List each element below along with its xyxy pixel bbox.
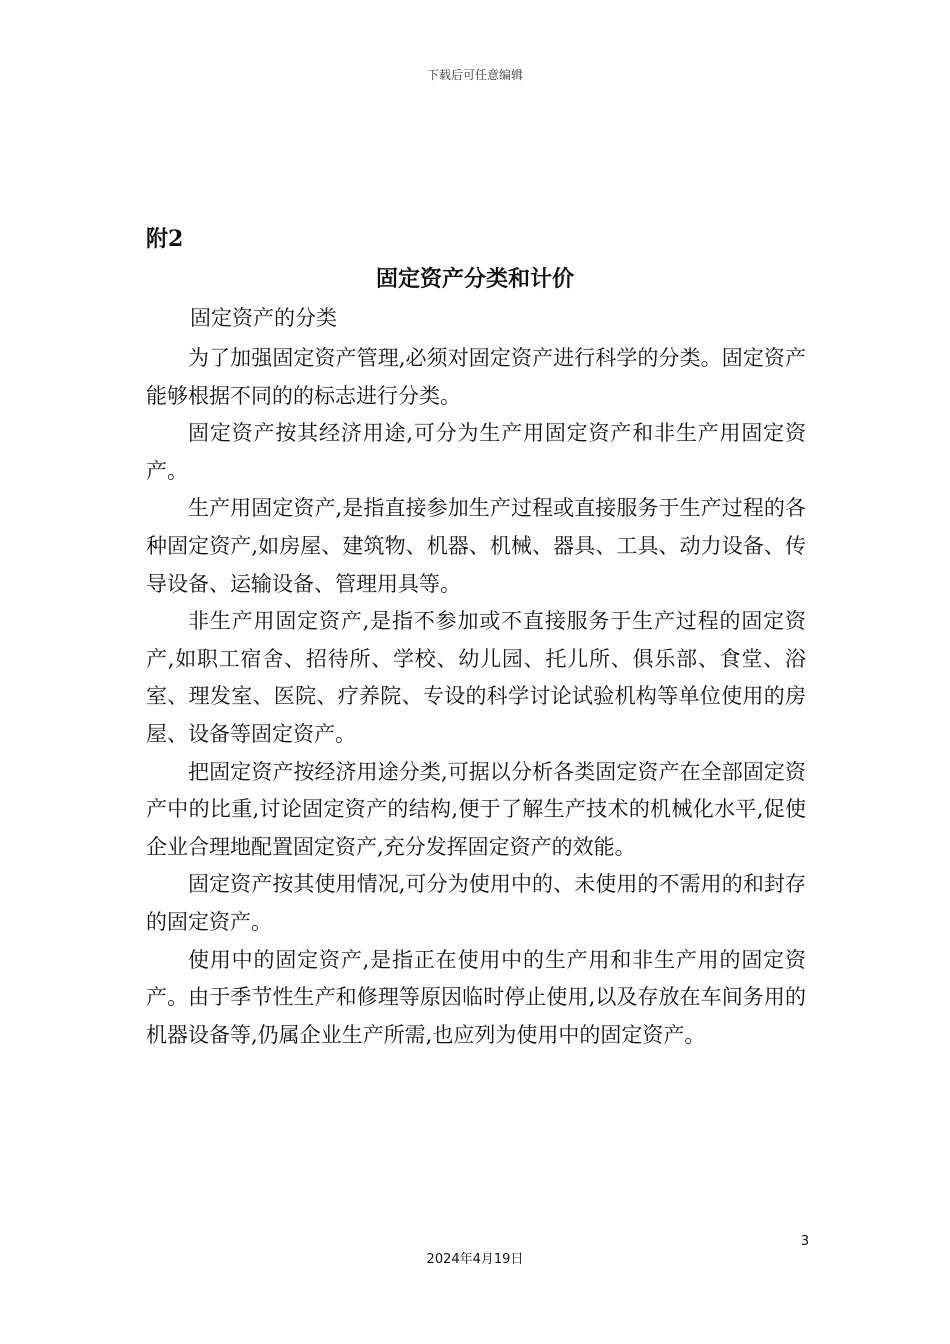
document-title: 固定资产分类和计价: [375, 266, 574, 292]
document-body: [146, 340, 806, 1054]
paragraph: 把固定资产按经济用途分类,可据以分析各类固定资产在全部固定资产中的比重,讨论固定资产的结构,便于了解生产技术的机械化水平,促使企业合理地配置固定资产,充分发挥固定资产的效能。: [146, 759, 806, 859]
paragraph: 使用中的固定资产,是指正在使用中的生产用和非生产用的固定资产。由于季节性生产和修理等原因临时停止使用,以及存放在车间务用的机器设备等,仍属企业生产所需,也应列为使用中的固定资产。: [146, 947, 806, 1047]
footer-date: 2024年4月19日: [426, 1252, 524, 1267]
paragraph: 为了加强固定资产管理,必须对固定资产进行科学的分类。固定资产能够根据不同的的标志进行分类。: [146, 346, 806, 408]
paragraph: 非生产用固定资产,是指不参加或不直接服务于生产过程的固定资产,如职工宿舍、招待所、学校、幼儿园、托儿所、俱乐部、食堂、浴室、理发室、医院、疗养院、专设的科学讨论试验机构等单位使用的房屋、设备等固定资产。: [146, 609, 806, 746]
paragraph: 固定资产按其经济用途,可分为生产用固定资产和非生产用固定资产。: [146, 421, 806, 483]
paragraph: 固定资产按其使用情况,可分为使用中的、未使用的不需用的和封存的固定资产。: [146, 872, 806, 934]
page-number: 3: [800, 1234, 810, 1249]
page-header: 下载后可任意编辑: [426, 68, 523, 82]
annex-label: 附2: [146, 226, 184, 252]
section-heading: 固定资产的分类: [190, 306, 337, 330]
paragraph: 生产用固定资产,是指直接参加生产过程或直接服务于生产过程的各种固定资产,如房屋、建筑物、机器、机械、器具、工具、动力设备、传导设备、运输设备、管理用具等。: [146, 496, 806, 596]
